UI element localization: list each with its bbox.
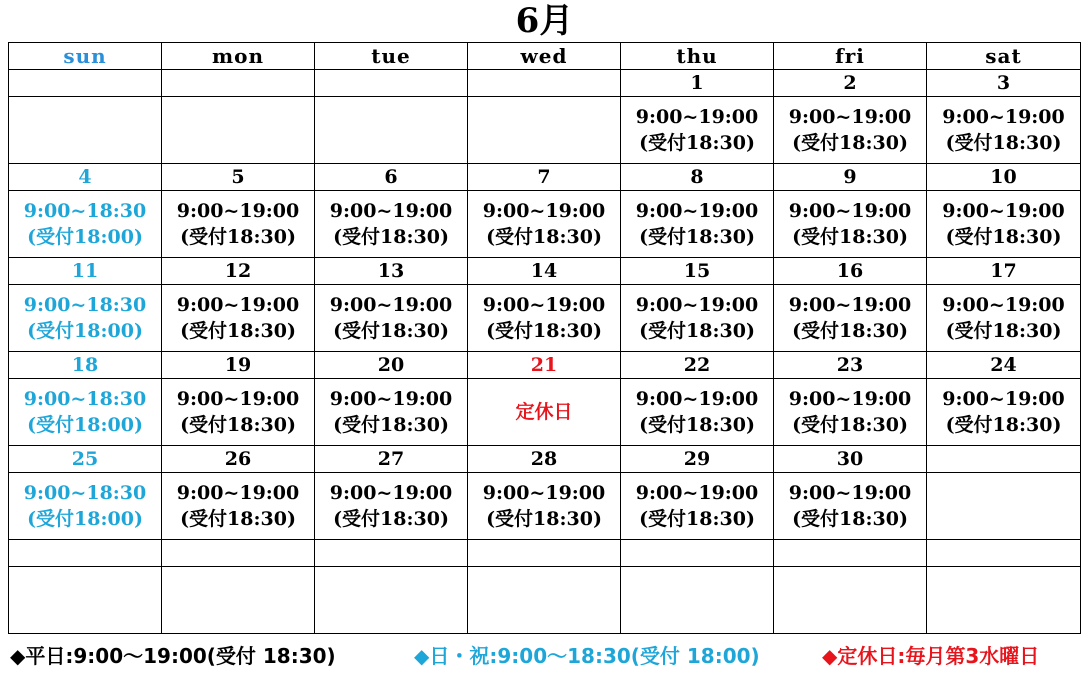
hours-13 [315,285,468,352]
date-21: 21 [468,352,621,379]
week-3-date-row [9,258,1081,285]
hours-11 [9,285,162,352]
hours-16 [774,285,927,352]
date-29: 29 [621,446,774,473]
opening-hours: 9:00~19:00 [788,294,912,316]
hours-7 [468,191,621,258]
empty-hours-cell [315,97,468,164]
reception-time: (受付18:30) [333,226,449,248]
date-20: 20 [315,352,468,379]
hours-30 [774,473,927,540]
opening-hours: 9:00~19:00 [635,106,759,128]
empty-date-cell [162,540,315,567]
weekday-header-fri: fri [774,43,927,70]
reception-time: (受付18:30) [180,226,296,248]
hours-4 [9,191,162,258]
hours-25 [9,473,162,540]
month-title: 6月 [515,1,574,41]
empty-date-cell [162,70,315,97]
empty-hours-cell [315,567,468,634]
week-5-hours-row [9,473,1081,540]
date-5: 5 [162,164,315,191]
hours-29 [621,473,774,540]
reception-time: (受付18:30) [333,508,449,530]
hours-20 [315,379,468,446]
weekday-header-thu: thu [621,43,774,70]
reception-time: (受付18:30) [639,132,755,154]
date-9: 9 [774,164,927,191]
reception-time: (受付18:30) [792,414,908,436]
date-24: 24 [927,352,1081,379]
reception-time: (受付18:30) [180,414,296,436]
hours-2 [774,97,927,164]
hours-22 [621,379,774,446]
opening-hours: 9:00~19:00 [635,388,759,410]
empty-hours-cell [621,567,774,634]
reception-time: (受付18:00) [27,320,143,342]
reception-time: (受付18:00) [27,414,143,436]
empty-date-cell [315,540,468,567]
hours-27 [315,473,468,540]
empty-date-cell [468,70,621,97]
reception-time: (受付18:30) [792,132,908,154]
opening-hours: 9:00~19:00 [329,482,453,504]
date-7: 7 [468,164,621,191]
date-18: 18 [9,352,162,379]
reception-time: (受付18:30) [333,414,449,436]
hours-14 [468,285,621,352]
empty-hours-cell [468,567,621,634]
weekday-header-wed: wed [468,43,621,70]
reception-time: (受付18:30) [945,132,1062,154]
hours-8 [621,191,774,258]
reception-time: (受付18:30) [180,508,296,530]
hours-17 [927,285,1081,352]
opening-hours: 9:00~19:00 [176,388,300,410]
closed-label: 定休日 [515,401,573,423]
hours-12 [162,285,315,352]
week-4-hours-row [9,379,1081,446]
date-27: 27 [315,446,468,473]
opening-hours: 9:00~19:00 [635,294,759,316]
date-13: 13 [315,258,468,285]
week-5-date-row [9,446,1081,473]
opening-hours: 9:00~19:00 [942,294,1065,316]
empty-date-cell [9,540,162,567]
reception-time: (受付18:30) [639,320,755,342]
hours-5 [162,191,315,258]
reception-time: (受付18:00) [27,508,143,530]
empty-date-cell [621,540,774,567]
week-1-hours-row [9,97,1081,164]
reception-time: (受付18:30) [486,320,602,342]
opening-hours: 9:00~19:00 [788,388,912,410]
hours-21 [468,379,621,446]
date-8: 8 [621,164,774,191]
weekday-header-row [9,43,1081,70]
opening-hours: 9:00~19:00 [942,200,1065,222]
date-3: 3 [927,70,1081,97]
date-15: 15 [621,258,774,285]
reception-time: (受付18:30) [945,414,1062,436]
week-1-date-row [9,70,1081,97]
empty-hours-cell [927,473,1081,540]
date-6: 6 [315,164,468,191]
date-23: 23 [774,352,927,379]
reception-time: (受付18:00) [27,226,143,248]
hours-18 [9,379,162,446]
empty-hours-cell [774,567,927,634]
legend-weekday: ◆平日:9:00～19:00(受付 18:30) [10,644,336,668]
opening-hours: 9:00~19:00 [788,482,912,504]
hours-1 [621,97,774,164]
reception-time: (受付18:30) [639,508,755,530]
date-1: 1 [621,70,774,97]
date-16: 16 [774,258,927,285]
week-3-hours-row [9,285,1081,352]
opening-hours: 9:00~19:00 [176,482,300,504]
opening-hours: 9:00~19:00 [329,388,453,410]
opening-hours: 9:00~19:00 [635,482,759,504]
empty-date-cell [315,70,468,97]
reception-time: (受付18:30) [639,226,755,248]
date-4: 4 [9,164,162,191]
weekday-header-sat: sat [927,43,1081,70]
hours-19 [162,379,315,446]
opening-hours: 9:00~19:00 [482,200,606,222]
reception-time: (受付18:30) [180,320,296,342]
empty-date-cell [927,540,1081,567]
opening-hours: 9:00~19:00 [329,200,453,222]
hours-15 [621,285,774,352]
hours-9 [774,191,927,258]
legend [10,640,1085,670]
hours-26 [162,473,315,540]
opening-hours: 9:00~18:30 [23,294,147,316]
reception-time: (受付18:30) [486,508,602,530]
week-4-date-row [9,352,1081,379]
hours-28 [468,473,621,540]
reception-time: (受付18:30) [792,320,908,342]
date-26: 26 [162,446,315,473]
date-30: 30 [774,446,927,473]
empty-date-cell [927,446,1081,473]
empty-date-cell [774,540,927,567]
hours-23 [774,379,927,446]
opening-hours: 9:00~18:30 [23,482,147,504]
legend-sunday-holiday: ◆日・祝:9:00～18:30(受付 18:00) [414,644,760,668]
calendar-grid [8,42,1081,634]
opening-hours: 9:00~19:00 [329,294,453,316]
date-17: 17 [927,258,1081,285]
date-25: 25 [9,446,162,473]
opening-hours: 9:00~19:00 [176,294,300,316]
weekday-header-mon: mon [162,43,315,70]
opening-hours: 9:00~19:00 [482,294,606,316]
week-6-date-row [9,540,1081,567]
reception-time: (受付18:30) [945,320,1062,342]
hours-6 [315,191,468,258]
opening-hours: 9:00~19:00 [788,106,912,128]
reception-time: (受付18:30) [792,508,908,530]
opening-hours: 9:00~19:00 [942,388,1065,410]
hours-3 [927,97,1081,164]
date-2: 2 [774,70,927,97]
opening-hours: 9:00~18:30 [23,388,147,410]
reception-time: (受付18:30) [486,226,602,248]
opening-hours: 9:00~19:00 [942,106,1065,128]
week-2-date-row [9,164,1081,191]
reception-time: (受付18:30) [792,226,908,248]
empty-hours-cell [162,97,315,164]
opening-hours: 9:00~19:00 [482,482,606,504]
opening-hours: 9:00~19:00 [176,200,300,222]
empty-hours-cell [162,567,315,634]
weekday-header-sun: sun [9,43,162,70]
hours-10 [927,191,1081,258]
date-10: 10 [927,164,1081,191]
date-14: 14 [468,258,621,285]
empty-hours-cell [9,97,162,164]
empty-hours-cell [468,97,621,164]
empty-date-cell [9,70,162,97]
empty-hours-cell [927,567,1081,634]
legend-closed-day: ◆定休日:毎月第3水曜日 [822,644,1040,668]
week-6-hours-row [9,567,1081,634]
hours-24 [927,379,1081,446]
reception-time: (受付18:30) [945,226,1062,248]
reception-time: (受付18:30) [333,320,449,342]
opening-hours: 9:00~19:00 [635,200,759,222]
opening-hours: 9:00~18:30 [23,200,147,222]
date-22: 22 [621,352,774,379]
reception-time: (受付18:30) [639,414,755,436]
date-28: 28 [468,446,621,473]
empty-hours-cell [9,567,162,634]
date-11: 11 [9,258,162,285]
date-12: 12 [162,258,315,285]
week-2-hours-row [9,191,1081,258]
date-19: 19 [162,352,315,379]
opening-hours: 9:00~19:00 [788,200,912,222]
weekday-header-tue: tue [315,43,468,70]
empty-date-cell [468,540,621,567]
